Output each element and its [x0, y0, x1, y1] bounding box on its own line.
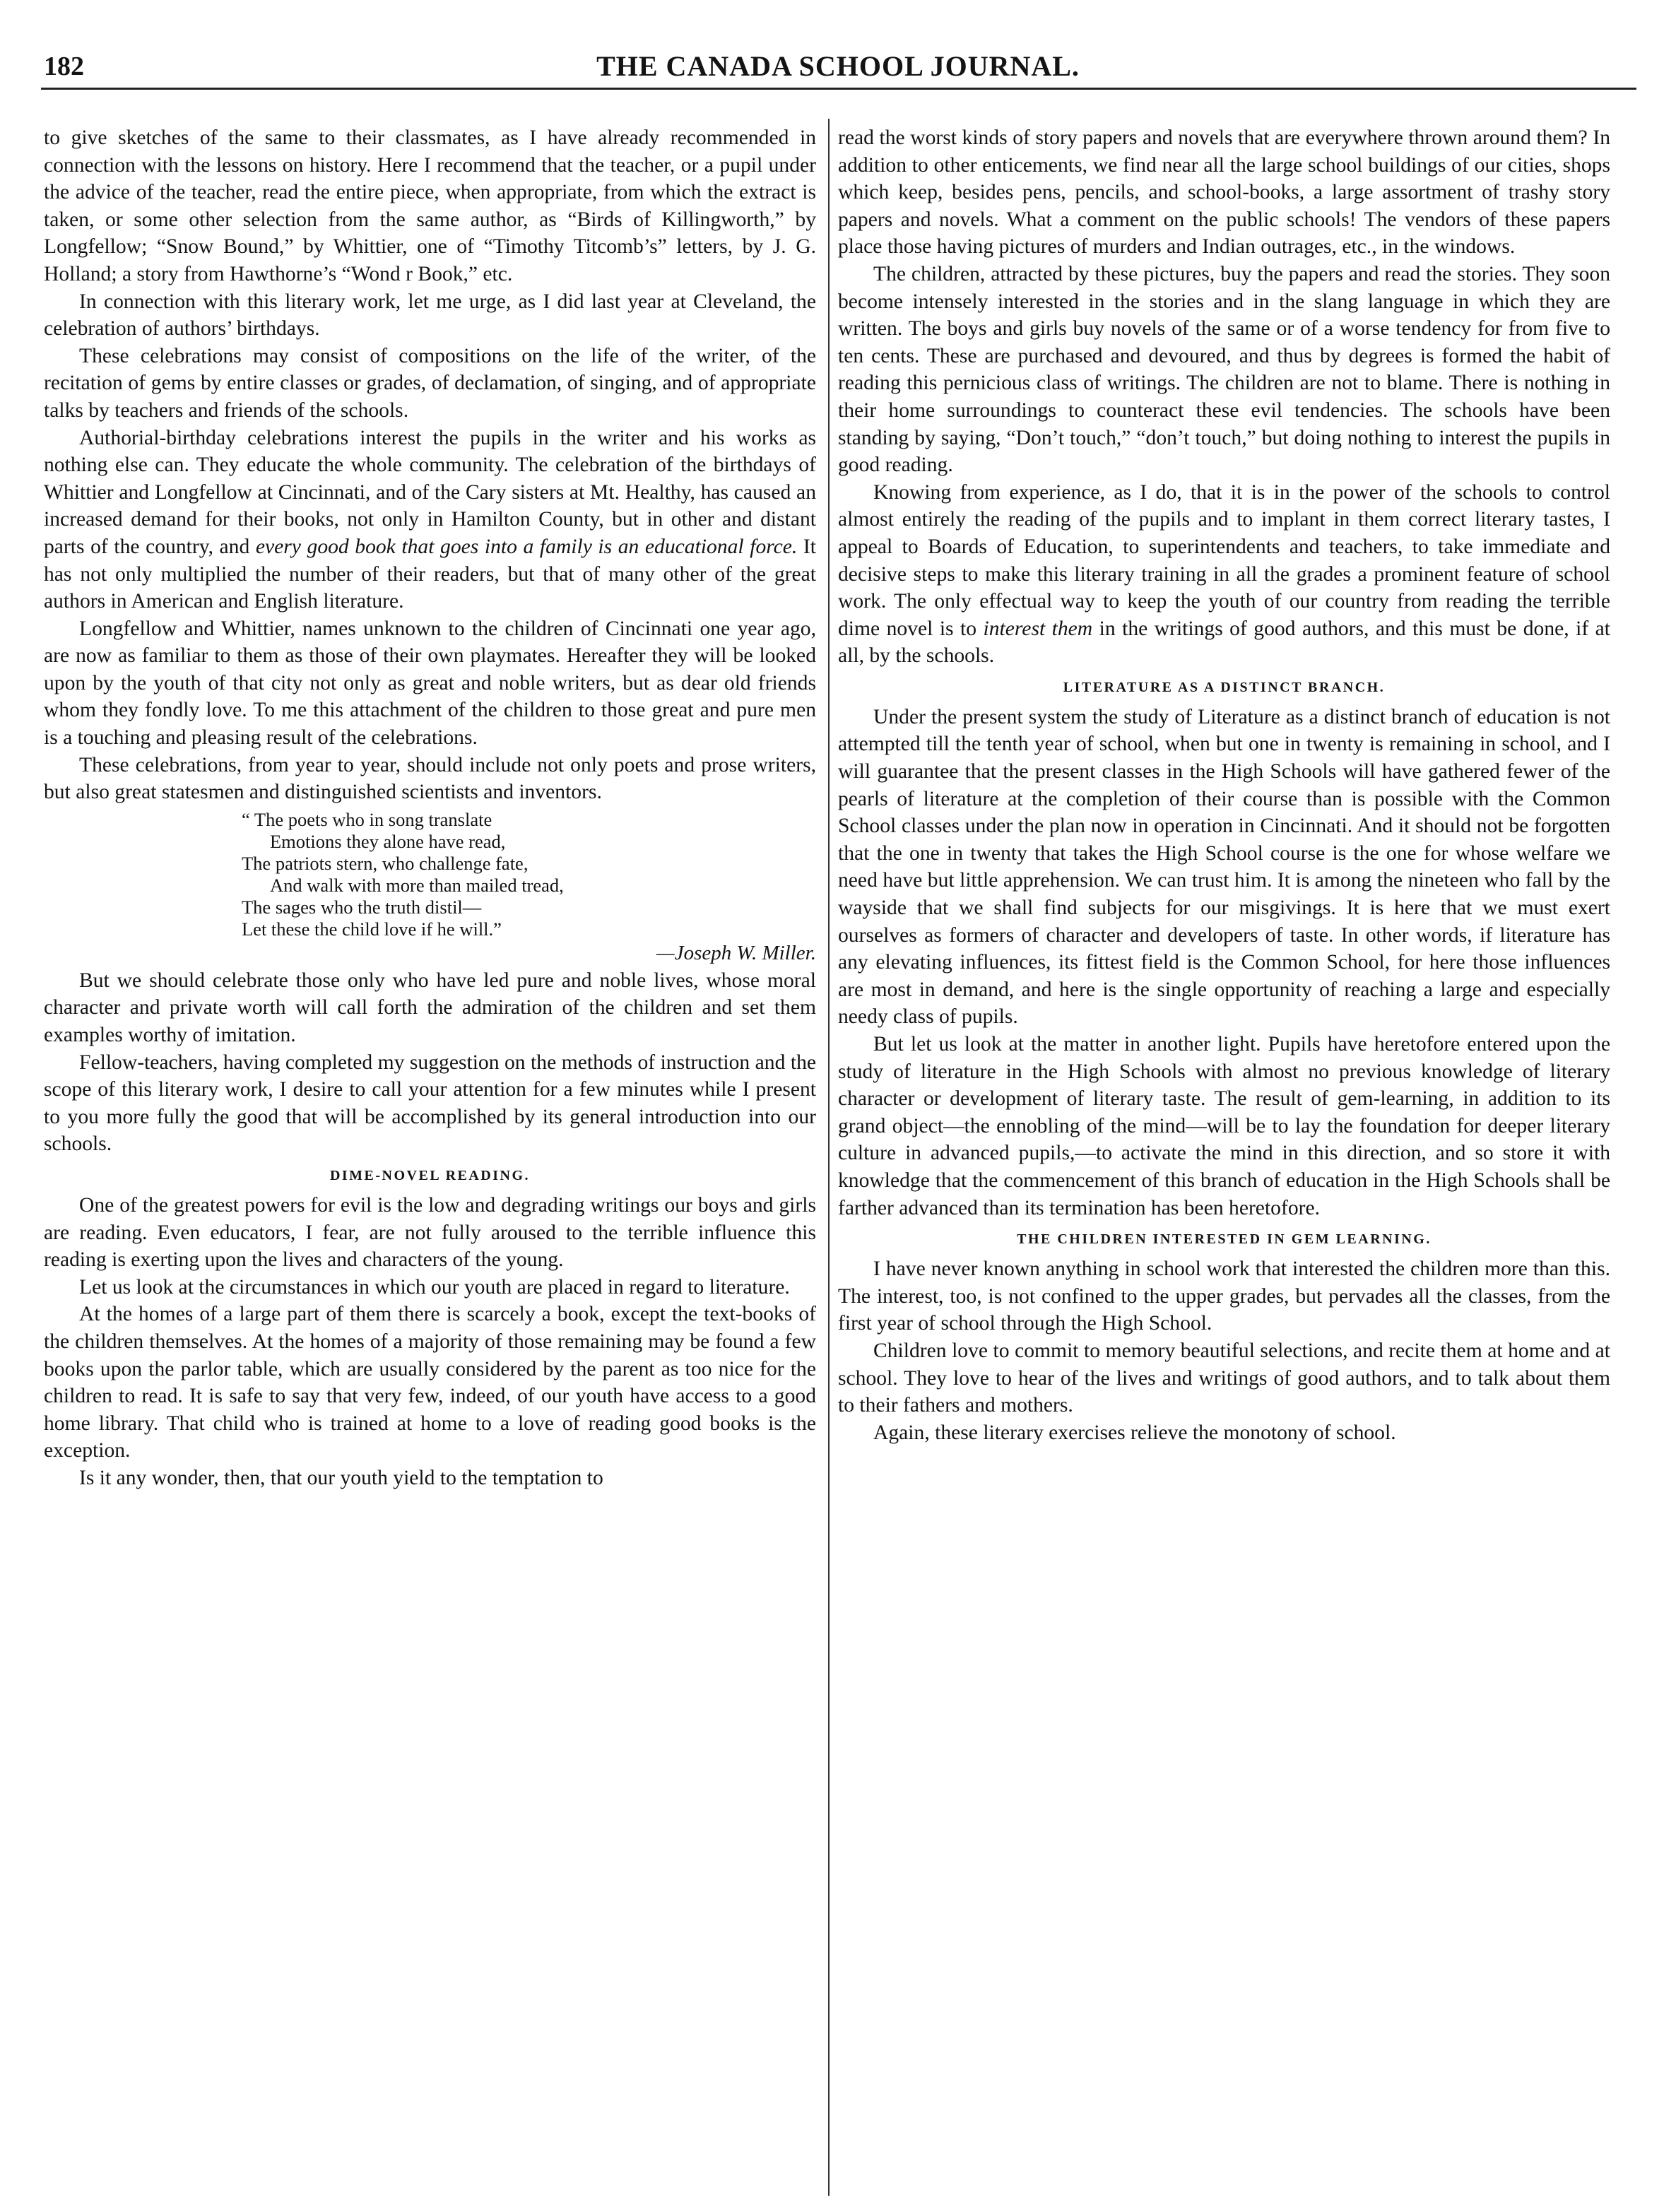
- paragraph: [838, 479, 1610, 670]
- poem: [44, 809, 816, 940]
- paragraph: Let us look at the circumstances in which our youth are placed in regard to literature.: [79, 1275, 790, 1299]
- paragraph: Under the present system the study of Literature as a distinct branch of education is not attempted till the tenth year of school, when but one in twenty is remaining in school, and I will guarantee that the present classes in the High Schools will have gathered fewer of the pearls of literature at the completion of their course than is possible with the Common School classes under the plan now in operation in Cincinnati. And it should not be forgotten that the one in twenty that takes the High School course is the one for whose welfare we need have but little apprehension. We can trust him. It is among the nineteen who fall by the wayside that we shall find subjects for our misgivings. It is here that we must exert ourselves as formers of character and developers of taste. In other words, if literature has any elevating influences, its fittest field is the Common School, for here those influences are most in demand, and here is the single opportunity of reaching a large and especially needy class of pupils.: [838, 705, 1610, 1029]
- section-heading: LITERATURE AS A DISTINCT BRANCH.: [1063, 679, 1386, 695]
- paragraph: At the homes of a large part of them there is scarcely a book, except the text-books of the children themselves. At the homes of a majority of those remaining may be found a few books upon the parlor table, which are usually considered by the parent as too nice for the children to read. It is safe to say that very few, indeed, of our youth have access to a good home library. That child who is trained at home to a love of reading good books is the exception.: [44, 1303, 816, 1462]
- poem-line: “ The poets who in song translate: [242, 808, 492, 830]
- paragraph: Fellow-teachers, having completed my suggestion on the methods of instruction and the scope of this literary work, I desire to call your attention for a few minutes while I present to you more fully the good that will be accomplished by its general introduction into our schools.: [44, 1051, 816, 1156]
- page-number: 182: [44, 52, 84, 81]
- paragraph: I have never known anything in school work that interested the children more than this. The interest, too, is not confined to the upper grades, but pervades all the classes, from the first year of school through the High School.: [838, 1258, 1610, 1335]
- paragraph: Again, these literary exercises relieve the monotony of school.: [873, 1421, 1396, 1444]
- paragraph-text: Knowing from experience, as I do, that it is in the power of the schools to control almost entirely the reading of the pupils and to implant in them correct literary tastes, I appeal to Boards of Education, to superintendents and teachers, to take immediate and decisive steps to make this literary training in all the grades a prominent feature of school work. The only effectual way to keep the youth of our country from reading the terrible dime novel is to: [838, 480, 1610, 640]
- paragraph: But we should celebrate those only who have led pure and noble lives, whose moral character and private worth will call forth the admiration of the children and set them examples worthy of imitation.: [44, 969, 816, 1047]
- paragraph: [44, 425, 816, 615]
- paragraph: read the worst kinds of story papers and novels that are everywhere thrown around them? In addition to other enticements, we find near all the large school buildings of our cities, shops which keep, besides pens, pencils, and school-books, a large assortment of trashy story papers and novels. What a comment on the public schools! The vendors of these papers place those having pictures of murders and Indian outrages, etc., in the windows.: [838, 126, 1610, 259]
- journal-title: THE CANADA SCHOOL JOURNAL.: [596, 50, 1080, 82]
- paragraph: The children, attracted by these pictures, buy the papers and read the stories. They soon become intensely interested in the stories and in the slang language in which they are written. The boys and girls buy novels of the same or of a worse tendency for from five to ten cents. These are purchased and devoured, and thus by degrees is formed the habit of reading this pernicious class of writings. The children are not to blame. There is nothing in their home surroundings to counteract these evil tendencies. The schools have been standing by saying, “Don’t touch,” “don’t touch,” but doing nothing to interest the pupils in good reading.: [838, 262, 1610, 477]
- italic-phrase: every good book that goes into a family is an educational force.: [255, 535, 798, 558]
- paragraph: These celebrations, from year to year, should include not only poets and prose writers, but also great statesmen and distinguished scientists and inventors.: [44, 753, 816, 804]
- paragraph-text: It has not only multiplied the number of their readers, but that of many other of the great authors in American and English literature.: [44, 535, 816, 613]
- poem-line: Emotions they alone have read,: [270, 830, 506, 852]
- paragraph: Longfellow and Whittier, names unknown to the children of Cincinnati one year ago, are now as familiar to them as those of their own playmates. Hereafter they will be looked upon by the youth of that city not only as great and noble writers, but as dear old friends whom they fondly love. To me this attachment of the children to those great and pure men is a touching and pleasing result of the celebrations.: [44, 617, 816, 750]
- paragraph: to give sketches of the same to their classmates, as I have already recommended in connection with the lessons on history. Here I recommend that the teacher, or a pupil under the advice of the teacher, read the entire piece, when appropriate, from which the extract is taken, or some other selection from the same author, as “Birds of Killingworth,” by Longfellow; “Snow Bound,” by Whittier, one of “Timothy Titcomb’s” letters, by J. G. Holland; a story from Hawthorne’s “Wond r Book,” etc.: [44, 126, 816, 285]
- paragraph-text: Authorial-birthday celebrations interest the pupils in the writer and his works as nothing else can. They educate the whole community. The celebration of the birthdays of Whittier and Longfellow at Cincinnati, and of the Cary sisters at Mt. Healthy, has caused an increased demand for their books, not only in Hamilton County, but in other and distant parts of the country, and: [44, 426, 816, 558]
- left-column: [44, 124, 816, 1492]
- paragraph: Is it any wonder, then, that our youth yield to the temptation to: [79, 1466, 603, 1489]
- poem-line: The sages who the truth distil—: [242, 896, 482, 918]
- section-heading: DIME-NOVEL READING.: [329, 1168, 531, 1183]
- poem-line: The patriots stern, who challenge fate,: [242, 852, 529, 874]
- paragraph: In connection with this literary work, let me urge, as I did last year at Cleveland, the celebration of authors’ birthdays.: [44, 290, 816, 341]
- header-rule: [41, 88, 1636, 90]
- paragraph: Children love to commit to memory beautiful selections, and recite them at home and at school. They love to hear of the lives and writings of good authors, and to talk about them to their fathers and mothers.: [838, 1339, 1610, 1417]
- paragraph: One of the greatest powers for evil is the low and degrading writings our boys and girls are reading. Even educators, I fear, are not fully aroused to the terrible influence this reading is exerting upon the lives and characters of the young.: [44, 1194, 816, 1272]
- paragraph: But let us look at the matter in another light. Pupils have heretofore entered upon the study of literature in the High Schools with almost no previous knowledge of literary character or development of literary taste. The result of gem-learning, in addition to its grand object—the ennobling of the mind—will be to lay the foundation for deeper literary culture in advanced pupils,—to activate the mind in this direction, and so store it with knowledge that the commencement of this branch of education in the High Schools shall be farther advanced than its termination has been heretofore.: [838, 1033, 1610, 1219]
- italic-phrase: interest them: [983, 617, 1093, 640]
- poem-line: Let these the child love if he will.”: [242, 918, 502, 940]
- poem-credit: —Joseph W. Miller.: [656, 941, 816, 964]
- poem-line: And walk with more than mailed tread,: [270, 874, 564, 896]
- column-divider: [828, 119, 830, 2196]
- right-column: [838, 124, 1610, 1446]
- section-heading: THE CHILDREN INTERESTED IN GEM LEARNING.: [1017, 1231, 1432, 1248]
- paragraph: These celebrations may consist of compositions on the life of the writer, of the recitation of gems by entire classes or grades, of declamation, of singing, and of appropriate talks by teachers and friends of the schools.: [44, 344, 816, 422]
- paragraph-text: in the writings of good authors, and this must be done, if at all, by the schools.: [838, 617, 1610, 668]
